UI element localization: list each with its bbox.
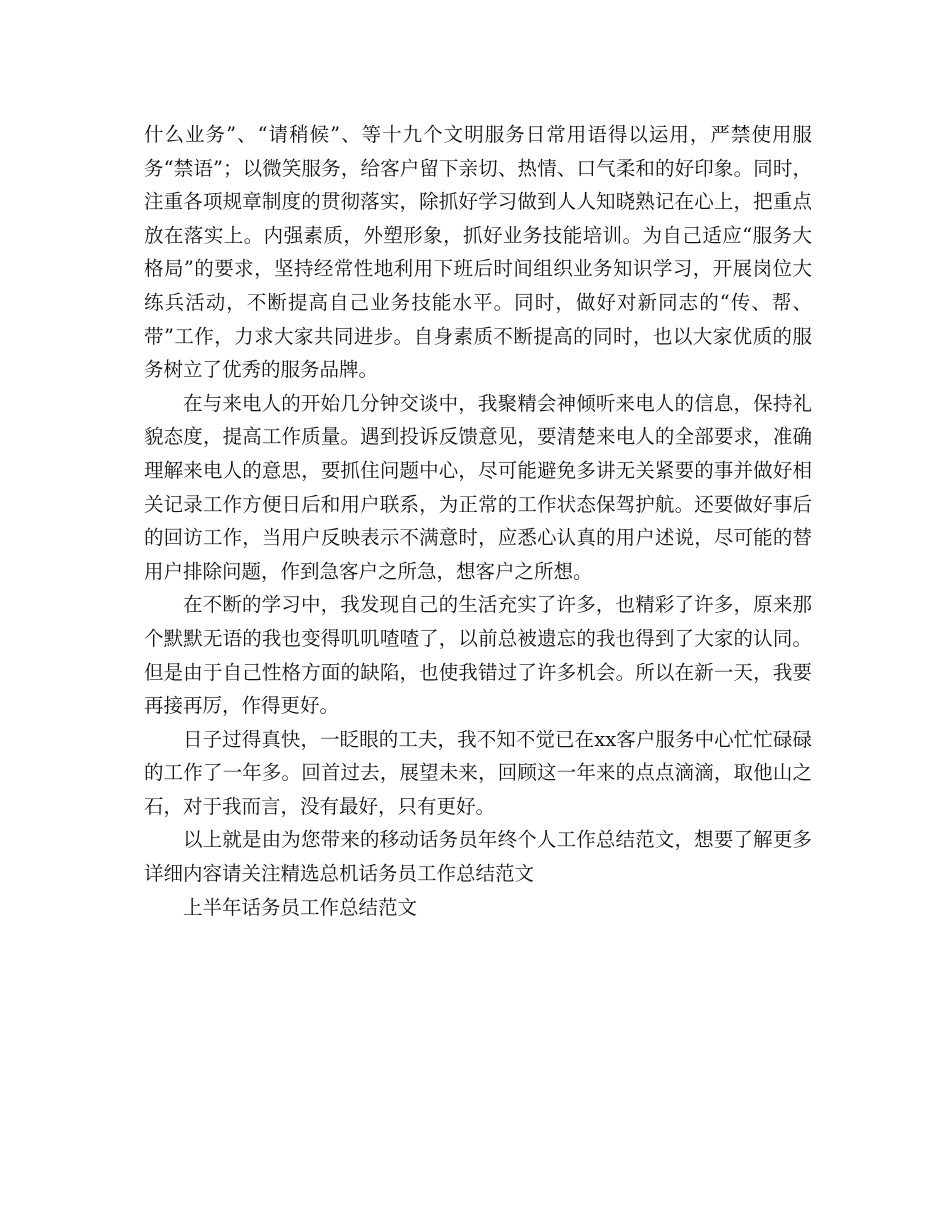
related-article-link-text: 上半年话务员工作总结范文 xyxy=(183,895,418,919)
paragraph-continued: 什么业务”、“请稍候”、等十九个文明服务日常用语得以运用，严禁使用服务“禁语”；以微笑服务，给客户留下亲切、热情、口气柔和的好印象。同时，注重各项规章制度的贯彻落实，除抓好学习做到人人知晓熟记在心上，把重点放在落实上。内强素质，外塑形象，抓好业务技能培训。为自己适应“服务大格局”的要求，坚持经常性地利用下班后时间组织业务知识学习，开展岗位大练兵活动，不断提高自己业务技能水平。同时，做好对新同志的“传、帮、带”工作，力求大家共同进步。自身素质不断提高的同时，也以大家优质的服务树立了优秀的服务品牌。 xyxy=(144,123,812,382)
document-body xyxy=(144,118,812,924)
paragraph-personal-growth: 在不断的学习中，我发现自己的生活充实了许多，也精彩了许多，原来那个默默无语的我也变得叽叽喳喳了，以前总被遗忘的我也得到了大家的认同。但是由于自己性格方面的缺陷，也使我错过了许多机会。所以在新一天，我要再接再厉，作得更好。 xyxy=(144,593,812,718)
paragraph-reflection: 日子过得真快，一眨眼的工夫，我不知不觉已在xx客户服务中心忙忙碌碌的工作了一年多。回首过去，展望未来，回顾这一年来的点点滴滴，取他山之石，对于我而言，没有最好，只有更好。 xyxy=(144,727,812,818)
paragraph-closing-note: 以上就是由为您带来的移动话务员年终个人工作总结范文，想要了解更多详细内容请关注精选总机话务员工作总结范文 xyxy=(144,828,812,886)
paragraph-caller-communication: 在与来电人的开始几分钟交谈中，我聚精会神倾听来电人的信息，保持礼貌态度，提高工作质量。遇到投诉反馈意见，要清楚来电人的全部要求，准确理解来电人的意思，要抓住问题中心，尽可能避免多讲无关紧要的事并做好相关记录工作方便日后和用户联系，为正常的工作状态保驾护航。还要做好事后的回访工作，当用户反映表示不满意时，应悉心认真的用户述说，尽可能的替用户排除问题，作到急客户之所急，想客户之所想。 xyxy=(144,391,812,583)
